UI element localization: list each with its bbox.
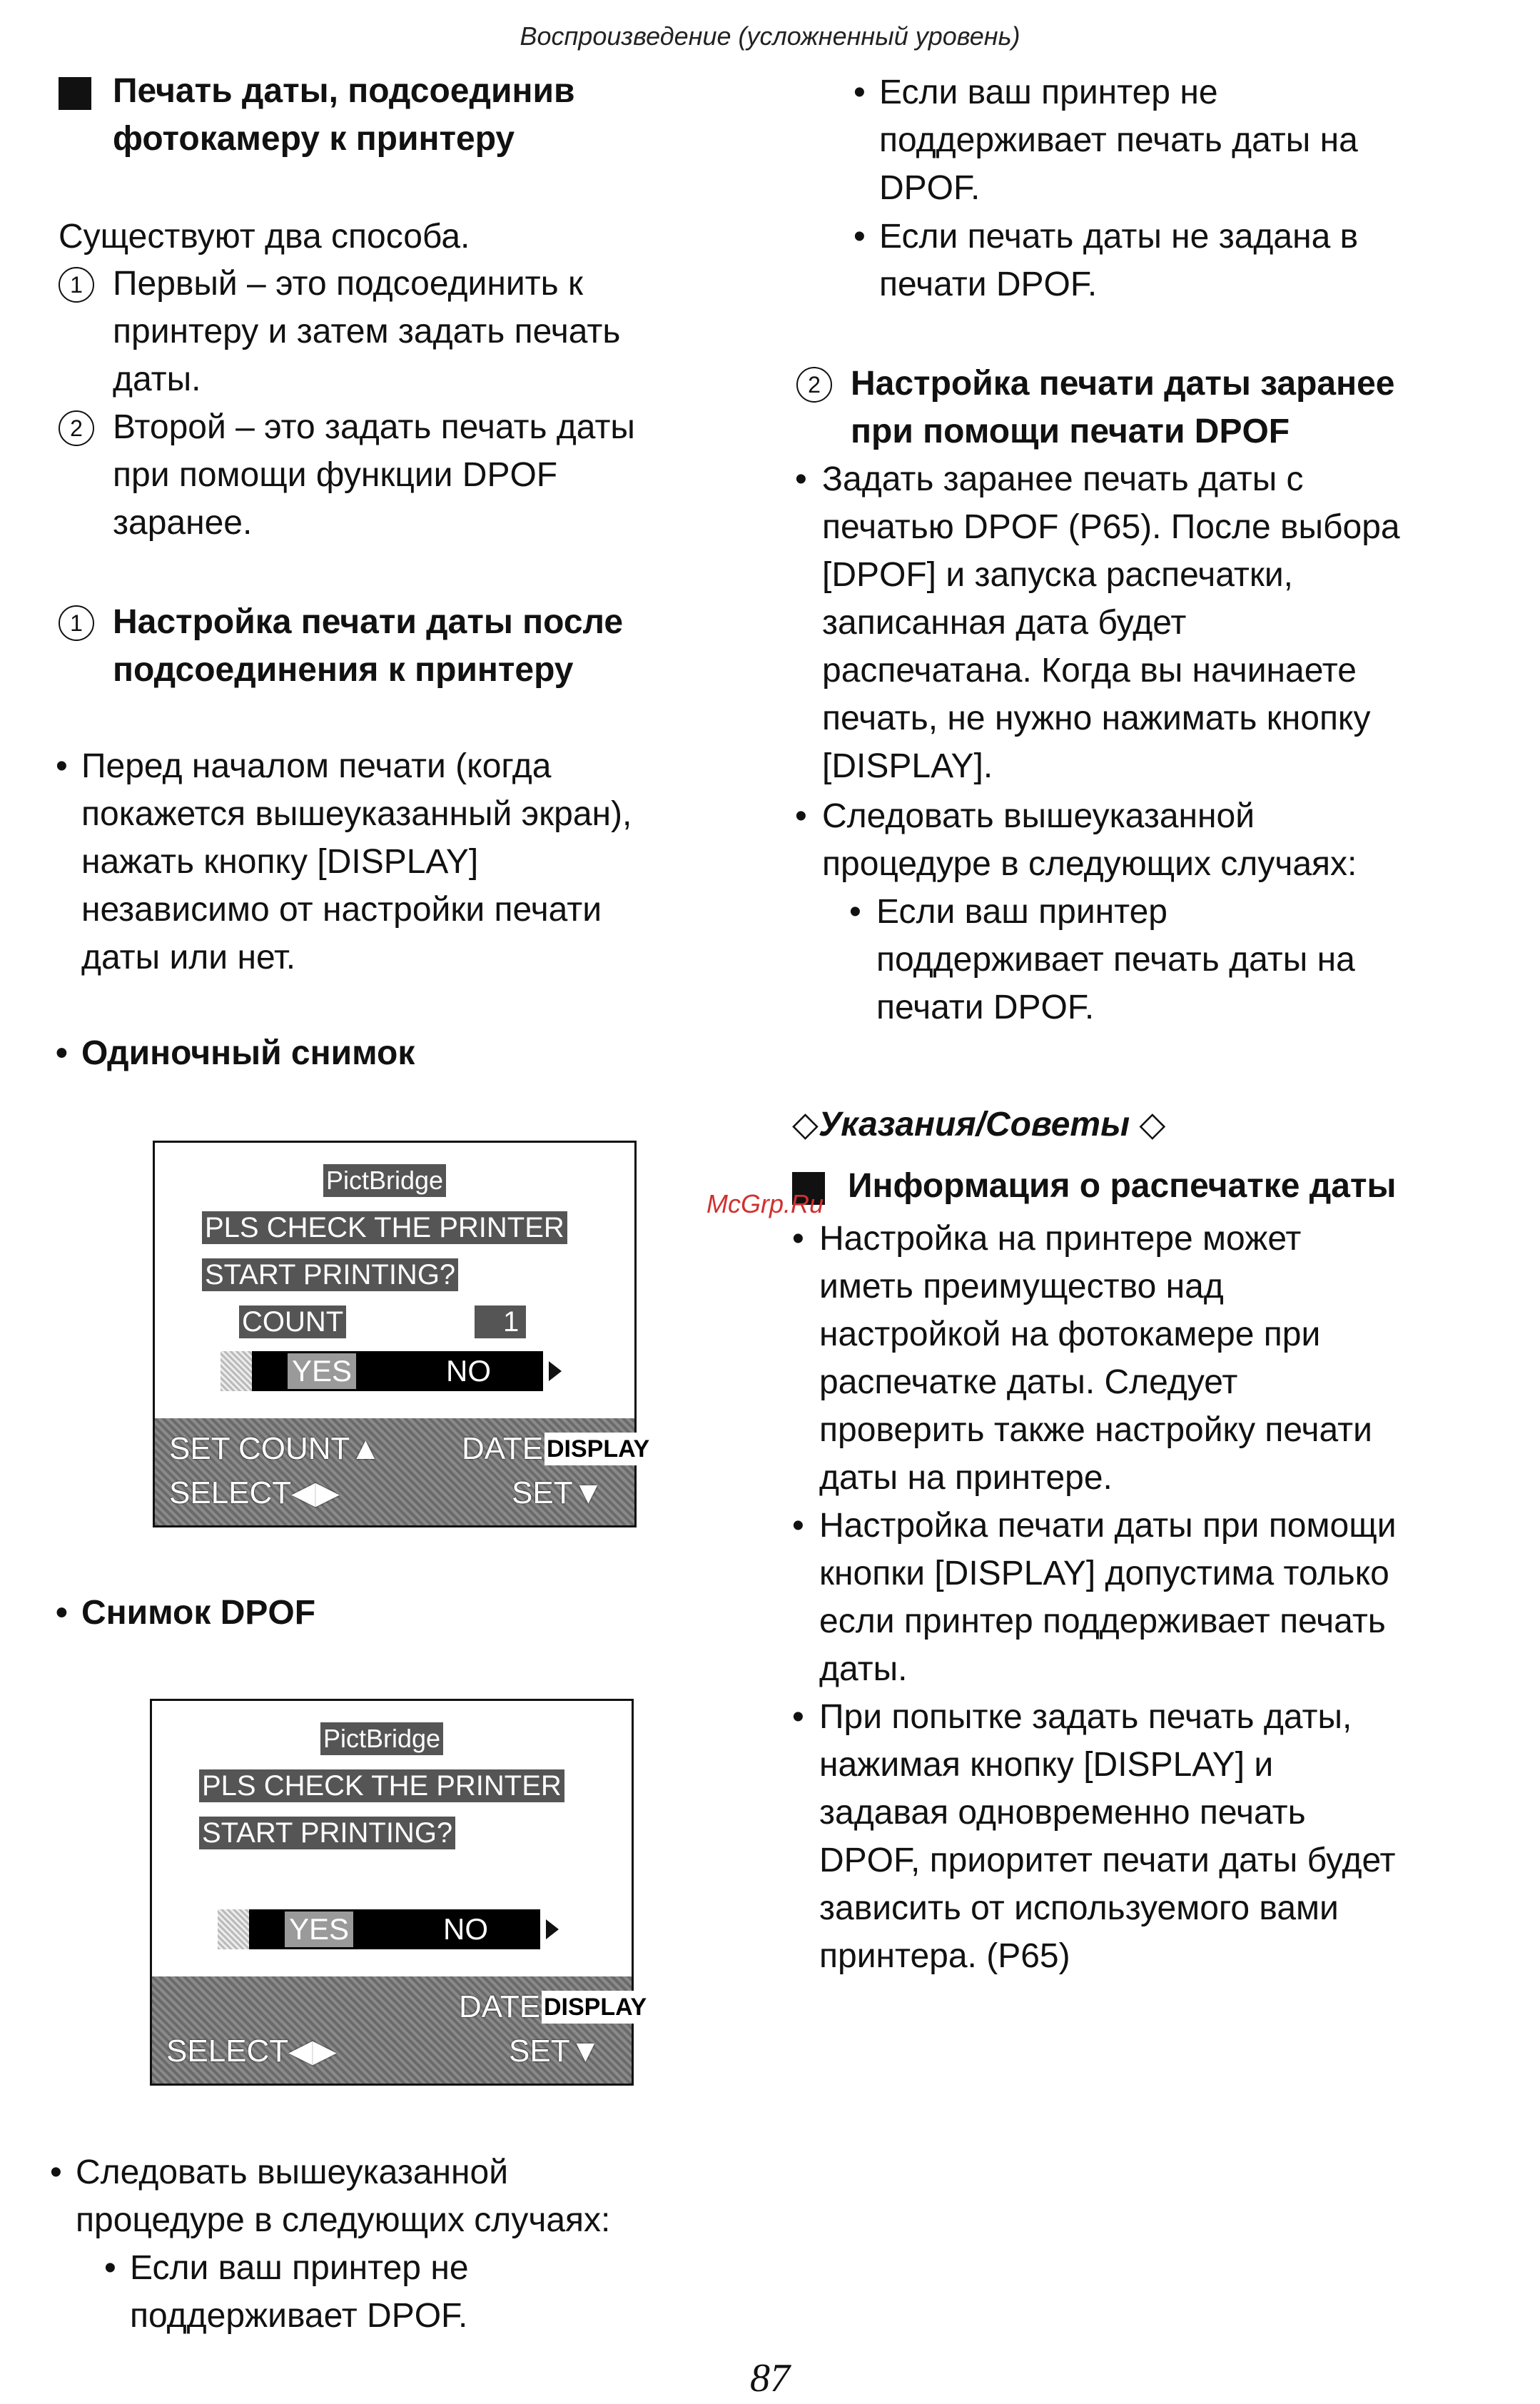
check-printer-label: PLS CHECK THE PRINTER	[199, 1769, 564, 1802]
set-hint: SET▼	[512, 1475, 604, 1510]
section-title: Печать даты, подсоединив фотокамеру к принтеру	[113, 72, 575, 158]
method-one-text: Первый – это подсоединить к принтеру и затем задать печать даты.	[113, 265, 621, 398]
dpof-preset-note: Задать заранее печать даты с печатью DPOF (P65). После выбора [DPOF] и запуска распечатки, записанная дата будет распечатана. Когда вы начинаете печать, не нужно нажимать кнопку [DISPLAY].	[822, 460, 1400, 785]
left-right-arrow-icon: ◀▶	[291, 1475, 340, 1510]
intro-text: Существуют два способа.	[59, 218, 470, 256]
bullet-icon: •	[853, 74, 866, 111]
follow-procedure-note: Следовать вышеуказанной процедуре в следующих случаях:	[76, 2153, 611, 2239]
display-key-icon: DISPLAY	[542, 1991, 649, 2024]
check-printer-label: PLS CHECK THE PRINTER	[202, 1211, 567, 1244]
subsection-one-title: Настройка печати даты после подсоединения к принтеру	[113, 603, 624, 689]
date-not-set-case: Если печать даты не задана в печати DPOF.	[879, 218, 1359, 303]
lcd-control-band	[155, 1418, 650, 1525]
count-label: COUNT	[239, 1305, 346, 1338]
dither-pattern	[218, 1909, 252, 1949]
circled-one-icon: 1	[59, 605, 94, 641]
select-hint: SELECT◀▶	[169, 1475, 340, 1510]
start-printing-label: START PRINTING?	[199, 1817, 455, 1849]
bullet-icon: •	[104, 2249, 116, 2287]
priority-conflict-note: При попытке задать печать даты, нажимая кнопку [DISPLAY] и задавая одновременно печать DPOF, приоритет печати даты будет зависить от используемого вами принтера. (P65)	[819, 1698, 1396, 1975]
yes-option[interactable]: YES	[285, 1911, 353, 1947]
diamond-left-icon: ◇	[792, 1106, 819, 1143]
down-arrow-icon: ▼	[569, 2034, 602, 2069]
bullet-icon: •	[56, 747, 68, 785]
lcd-screen-single	[153, 1141, 650, 1527]
running-header: Воспроизведение (усложненный уровень)	[520, 21, 1020, 51]
subsection-two-title: Настройка печати даты заранее при помощи печати DPOF	[851, 365, 1395, 450]
bullet-icon: •	[56, 1034, 68, 1072]
no-dpof-case: Если ваш принтер не поддерживает DPOF.	[130, 2249, 469, 2335]
bullet-icon: •	[792, 1220, 804, 1258]
bullet-icon: •	[50, 2153, 62, 2191]
left-right-arrow-icon: ◀▶	[288, 2034, 337, 2069]
display-key-icon: DISPLAY	[544, 1433, 652, 1465]
lcd-screen-dpof	[150, 1699, 647, 2086]
count-value: 1	[475, 1305, 526, 1338]
bullet-icon: •	[792, 1507, 804, 1545]
right-arrow-icon	[549, 1361, 562, 1381]
follow-procedure-note-right: Следовать вышеуказанной процедуре в следующих случаях:	[822, 797, 1357, 883]
tips-heading: ◇Указания/Советы ◇	[792, 1106, 1166, 1143]
printer-priority-note: Настройка на принтере может иметь преимущество над настройкой на фотокамере при распечатке даты. Следует проверить также настройку печати даты на принтере.	[819, 1220, 1372, 1497]
circled-one-icon: 1	[59, 267, 94, 303]
method-two-text: Второй – это задать печать даты при помощи функции DPOF заранее.	[113, 408, 635, 542]
circled-two-icon: 2	[796, 367, 832, 403]
bullet-icon: •	[795, 797, 807, 835]
display-button-support-note: Настройка печати даты при помощи кнопки [DISPLAY] допустима только если принтер поддерживает печать даты.	[819, 1507, 1397, 1688]
start-printing-label: START PRINTING?	[202, 1258, 458, 1291]
select-hint: SELECT◀▶	[166, 2034, 337, 2069]
pictbridge-label: PictBridge	[320, 1722, 443, 1755]
date-hint: DATE	[459, 1989, 541, 2024]
dither-pattern	[221, 1351, 255, 1391]
set-hint: SET▼	[509, 2034, 602, 2069]
diamond-right-icon: ◇	[1130, 1106, 1166, 1143]
down-arrow-icon: ▼	[572, 1475, 604, 1510]
no-option[interactable]: NO	[446, 1354, 491, 1388]
no-option[interactable]: NO	[443, 1912, 488, 1946]
lcd-control-band	[152, 1976, 647, 2084]
info-heading: Информация о распечатке даты	[848, 1167, 1397, 1205]
dpof-shot-title: Снимок DPOF	[81, 1594, 316, 1632]
bullet-icon: •	[853, 218, 866, 256]
page-number: 87	[750, 2356, 790, 2400]
set-count-hint: SET COUNT▲	[169, 1431, 381, 1466]
right-arrow-icon	[546, 1919, 559, 1939]
printer-supports-dpof-case: Если ваш принтер поддерживает печать даты на печати DPOF.	[876, 893, 1355, 1026]
yes-option[interactable]: YES	[288, 1353, 356, 1389]
pictbridge-label: PictBridge	[323, 1164, 446, 1197]
no-date-dpof-case: Если ваш принтер не поддерживает печать даты на DPOF.	[879, 74, 1358, 207]
bullet-icon: •	[56, 1594, 68, 1632]
up-arrow-icon: ▲	[350, 1431, 381, 1466]
circled-two-icon: 2	[59, 410, 94, 446]
watermark-label: McGrp.Ru	[706, 1189, 824, 1218]
section-square-marker	[59, 77, 91, 110]
display-button-note: Перед началом печати (когда покажется вышеуказанный экран), нажать кнопку [DISPLAY] независимо от настройки печати даты или нет.	[81, 747, 632, 976]
bullet-icon: •	[795, 460, 807, 498]
date-hint: DATE	[462, 1431, 544, 1466]
bullet-icon: •	[792, 1698, 804, 1736]
single-shot-title: Одиночный снимок	[81, 1034, 415, 1072]
bullet-icon: •	[849, 893, 861, 931]
